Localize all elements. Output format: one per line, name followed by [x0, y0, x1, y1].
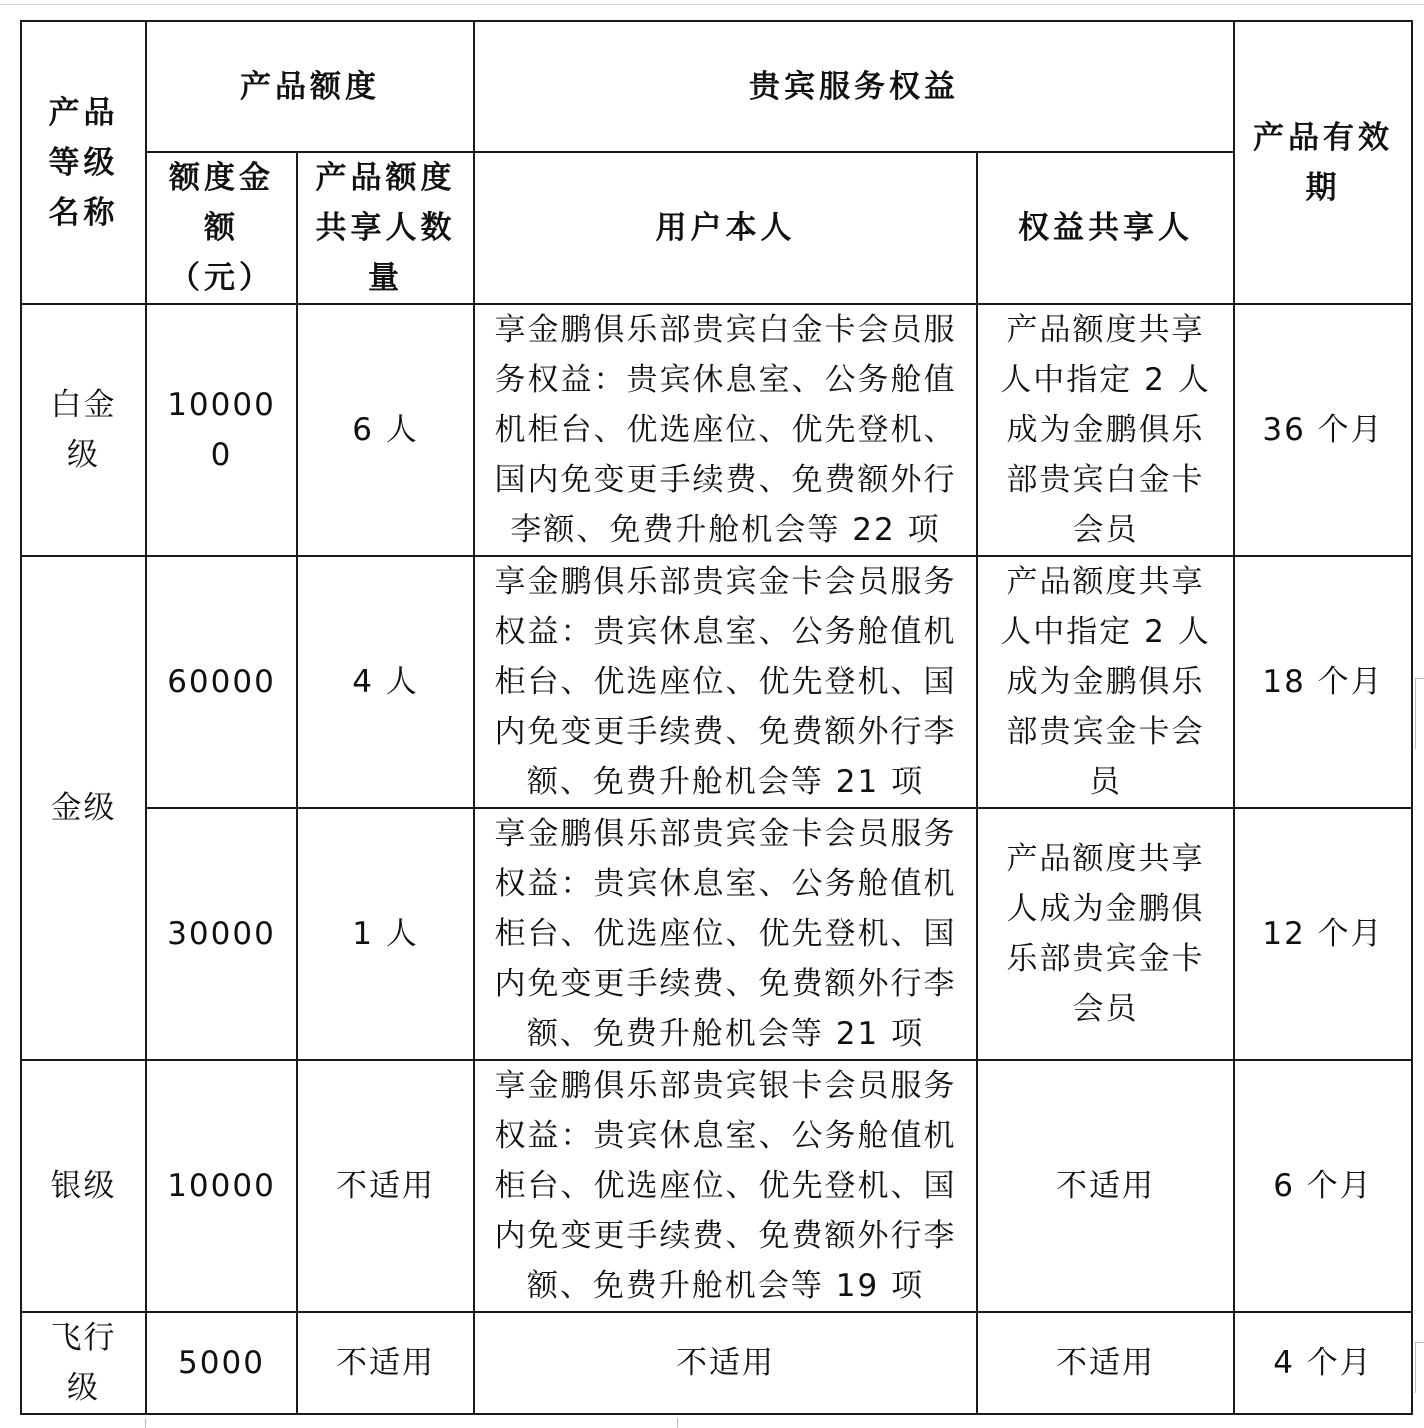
cell-validity: 4 个月 [1234, 1312, 1412, 1414]
cell-amount: 60000 [146, 556, 297, 808]
cell-sharers: 6 人 [297, 304, 474, 556]
cell-user-benefit: 享金鹏俱乐部贵宾金卡会员服务权益：贵宾休息室、公务舱值机柜台、优选座位、优先登机、国内免变更手续费、免费额外行李额、免费升舱机会等 21 项 [474, 556, 977, 808]
header-validity: 产品有效期 [1234, 21, 1412, 304]
product-tier-table [20, 20, 1413, 1415]
cell-sharers: 1 人 [297, 808, 474, 1060]
header-vip-benefits: 贵宾服务权益 [474, 21, 1234, 152]
edge-mark [1415, 678, 1424, 749]
cell-sharers: 不适用 [297, 1060, 474, 1312]
header-sharer-count: 产品额度共享人数量 [297, 152, 474, 304]
cell-user-benefit: 享金鹏俱乐部贵宾银卡会员服务权益：贵宾休息室、公务舱值机柜台、优选座位、优先登机、国内免变更手续费、免费额外行李额、免费升舱机会等 19 项 [474, 1060, 977, 1312]
edge-mark [145, 1418, 146, 1428]
header-user-self: 用户本人 [474, 152, 977, 304]
cell-validity: 6 个月 [1234, 1060, 1412, 1312]
cell-user-benefit: 不适用 [474, 1312, 977, 1414]
cell-amount: 30000 [146, 808, 297, 1060]
cell-sharers: 不适用 [297, 1312, 474, 1414]
header-product-quota: 产品额度 [146, 21, 474, 152]
header-quota-amount: 额度金额（元） [146, 152, 297, 304]
cell-sharers: 4 人 [297, 556, 474, 808]
header-row-2 [21, 152, 1412, 304]
cell-sharer-benefit: 不适用 [977, 1060, 1234, 1312]
header-benefit-sharer: 权益共享人 [977, 152, 1234, 304]
cell-validity: 36 个月 [1234, 304, 1412, 556]
cell-level: 白金级 [21, 304, 146, 556]
cell-amount: 100000 [146, 304, 297, 556]
table-row [21, 556, 1412, 808]
cell-sharer-benefit: 产品额度共享人中指定 2 人成为金鹏俱乐部贵宾白金卡会员 [977, 304, 1234, 556]
cell-level: 银级 [21, 1060, 146, 1312]
top-divider [0, 4, 1424, 5]
cell-sharer-benefit: 产品额度共享人中指定 2 人成为金鹏俱乐部贵宾金卡会员 [977, 556, 1234, 808]
edge-mark [1415, 1342, 1424, 1393]
header-row-1 [21, 21, 1412, 152]
cell-amount: 10000 [146, 1060, 297, 1312]
cell-user-benefit: 享金鹏俱乐部贵宾金卡会员服务权益：贵宾休息室、公务舱值机柜台、优选座位、优先登机、国内免变更手续费、免费额外行李额、免费升舱机会等 21 项 [474, 808, 977, 1060]
header-level-name: 产品等级名称 [21, 21, 146, 304]
table-row [21, 808, 1412, 1060]
cell-validity: 12 个月 [1234, 808, 1412, 1060]
cell-sharer-benefit: 不适用 [977, 1312, 1234, 1414]
table-row [21, 1312, 1412, 1414]
edge-mark [677, 1418, 678, 1428]
table-row [21, 304, 1412, 556]
cell-user-benefit: 享金鹏俱乐部贵宾白金卡会员服务权益：贵宾休息室、公务舱值机柜台、优选座位、优先登机、国内免变更手续费、免费额外行李额、免费升舱机会等 22 项 [474, 304, 977, 556]
cell-validity: 18 个月 [1234, 556, 1412, 808]
cell-sharer-benefit: 产品额度共享人成为金鹏俱乐部贵宾金卡会员 [977, 808, 1234, 1060]
cell-amount: 5000 [146, 1312, 297, 1414]
cell-level: 金级 [21, 556, 146, 1060]
cell-level: 飞行级 [21, 1312, 146, 1414]
table-row [21, 1060, 1412, 1312]
